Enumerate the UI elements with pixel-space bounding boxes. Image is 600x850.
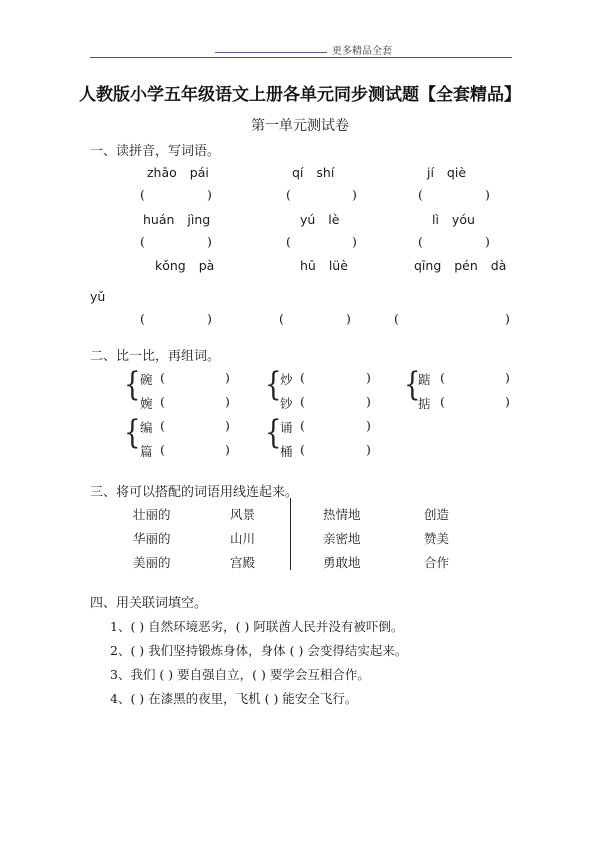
answer-paren-close[interactable]: ) — [225, 370, 230, 385]
answer-paren-close[interactable]: ) — [505, 394, 510, 409]
answer-paren-close[interactable]: ) — [505, 370, 510, 385]
answer-paren-close[interactable]: ) — [505, 311, 510, 326]
pinyin: lì yóu — [432, 212, 475, 227]
answer-paren-close[interactable]: ) — [366, 370, 371, 385]
answer-paren-open[interactable]: ( — [418, 234, 423, 249]
answer-paren-close[interactable]: ) — [225, 394, 230, 409]
answer-paren-open[interactable]: ( — [286, 234, 291, 249]
match-word[interactable]: 合作 — [424, 555, 450, 570]
brace-icon: { — [404, 366, 421, 404]
pinyin: qí shí — [292, 165, 335, 180]
section3-heading: 三、将可以搭配的词语用线连起来。 — [90, 485, 299, 500]
answer-paren-close[interactable]: ) — [366, 394, 371, 409]
divider-line — [290, 498, 291, 570]
match-word[interactable]: 亲密地 — [323, 531, 361, 546]
pinyin-wrap: yǔ — [90, 289, 106, 304]
answer-paren-open[interactable]: ( — [140, 187, 145, 202]
answer-paren-close[interactable]: ) — [352, 187, 357, 202]
section4-heading: 四、用关联词填空。 — [90, 596, 208, 611]
match-word[interactable]: 创造 — [424, 507, 450, 522]
fill-question[interactable]: 3、我们 ( ) 要自强自立，( ) 要学会互相合作。 — [110, 667, 370, 682]
section2-heading: 二、比一比，再组词。 — [90, 349, 221, 364]
header-more-link[interactable]: 更多精品全套 — [332, 46, 392, 57]
fill-question[interactable]: 2、( ) 我们坚持锻炼身体，身体 ( ) 会变得结实起来。 — [110, 643, 408, 658]
char: 踮 — [418, 372, 431, 387]
answer-paren-close[interactable]: ) — [485, 187, 490, 202]
answer-paren-close[interactable]: ) — [366, 442, 371, 457]
match-word[interactable]: 山川 — [230, 531, 256, 546]
answer-paren-open[interactable]: ( — [440, 394, 445, 409]
brace-icon: { — [124, 366, 141, 404]
char: 诵 — [280, 420, 293, 435]
match-word[interactable]: 美丽的 — [133, 555, 171, 570]
char: 婉 — [140, 396, 153, 411]
answer-paren-open[interactable]: ( — [160, 370, 165, 385]
answer-paren-open[interactable]: ( — [300, 394, 305, 409]
pinyin: qīng pén dà — [414, 258, 507, 273]
answer-paren-open[interactable]: ( — [418, 187, 423, 202]
pinyin: kǒng pà — [155, 258, 215, 273]
answer-paren-close[interactable]: ) — [207, 187, 212, 202]
match-word[interactable]: 赞美 — [424, 531, 450, 546]
char: 编 — [140, 420, 153, 435]
pinyin: hū lüè — [300, 258, 348, 273]
brace-icon: { — [124, 414, 141, 452]
unit-subtitle: 第一单元测试卷 — [251, 118, 349, 134]
match-word[interactable]: 风景 — [230, 507, 256, 522]
match-word[interactable]: 热情地 — [323, 507, 361, 522]
section1-heading: 一、读拼音，写词语。 — [90, 144, 221, 159]
pinyin: zhāo pái — [147, 165, 209, 180]
answer-paren-open[interactable]: ( — [300, 418, 305, 433]
char: 桶 — [280, 444, 293, 459]
header-link-underline[interactable] — [215, 42, 327, 53]
answer-paren-open[interactable]: ( — [160, 418, 165, 433]
answer-paren-open[interactable]: ( — [140, 234, 145, 249]
answer-paren-open[interactable]: ( — [279, 311, 284, 326]
char: 钞 — [280, 396, 293, 411]
document-title: 人教版小学五年级语文上册各单元同步测试题【全套精品】 — [79, 85, 521, 105]
brace-icon: { — [265, 366, 282, 404]
answer-paren-open[interactable]: ( — [440, 370, 445, 385]
answer-paren-close[interactable]: ) — [352, 234, 357, 249]
pinyin: yú lè — [300, 212, 340, 227]
fill-question[interactable]: 4、( ) 在漆黑的夜里，飞机 ( ) 能安全飞行。 — [110, 691, 358, 706]
match-word[interactable]: 宫殿 — [230, 555, 256, 570]
answer-paren-open[interactable]: ( — [140, 311, 145, 326]
header-rule — [90, 57, 512, 58]
answer-paren-open[interactable]: ( — [300, 370, 305, 385]
char: 篇 — [140, 444, 153, 459]
answer-paren-open[interactable]: ( — [160, 442, 165, 457]
answer-paren-close[interactable]: ) — [366, 418, 371, 433]
answer-paren-close[interactable]: ) — [225, 442, 230, 457]
char: 碗 — [140, 372, 153, 387]
answer-paren-close[interactable]: ) — [225, 418, 230, 433]
answer-paren-open[interactable]: ( — [300, 442, 305, 457]
char: 掂 — [418, 396, 431, 411]
pinyin: huán jìng — [143, 212, 211, 227]
answer-paren-close[interactable]: ) — [346, 311, 351, 326]
answer-paren-open[interactable]: ( — [160, 394, 165, 409]
match-word[interactable]: 勇敢地 — [323, 555, 361, 570]
char: 炒 — [280, 372, 293, 387]
match-word[interactable]: 壮丽的 — [133, 507, 171, 522]
answer-paren-close[interactable]: ) — [485, 234, 490, 249]
match-word[interactable]: 华丽的 — [133, 531, 171, 546]
brace-icon: { — [265, 414, 282, 452]
fill-question[interactable]: 1、( ) 自然环境恶劣，( ) 阿联酋人民并没有被吓倒。 — [110, 619, 404, 634]
answer-paren-close[interactable]: ) — [207, 311, 212, 326]
answer-paren-open[interactable]: ( — [286, 187, 291, 202]
pinyin: jí qiè — [427, 165, 467, 180]
answer-paren-open[interactable]: ( — [394, 311, 399, 326]
answer-paren-close[interactable]: ) — [207, 234, 212, 249]
